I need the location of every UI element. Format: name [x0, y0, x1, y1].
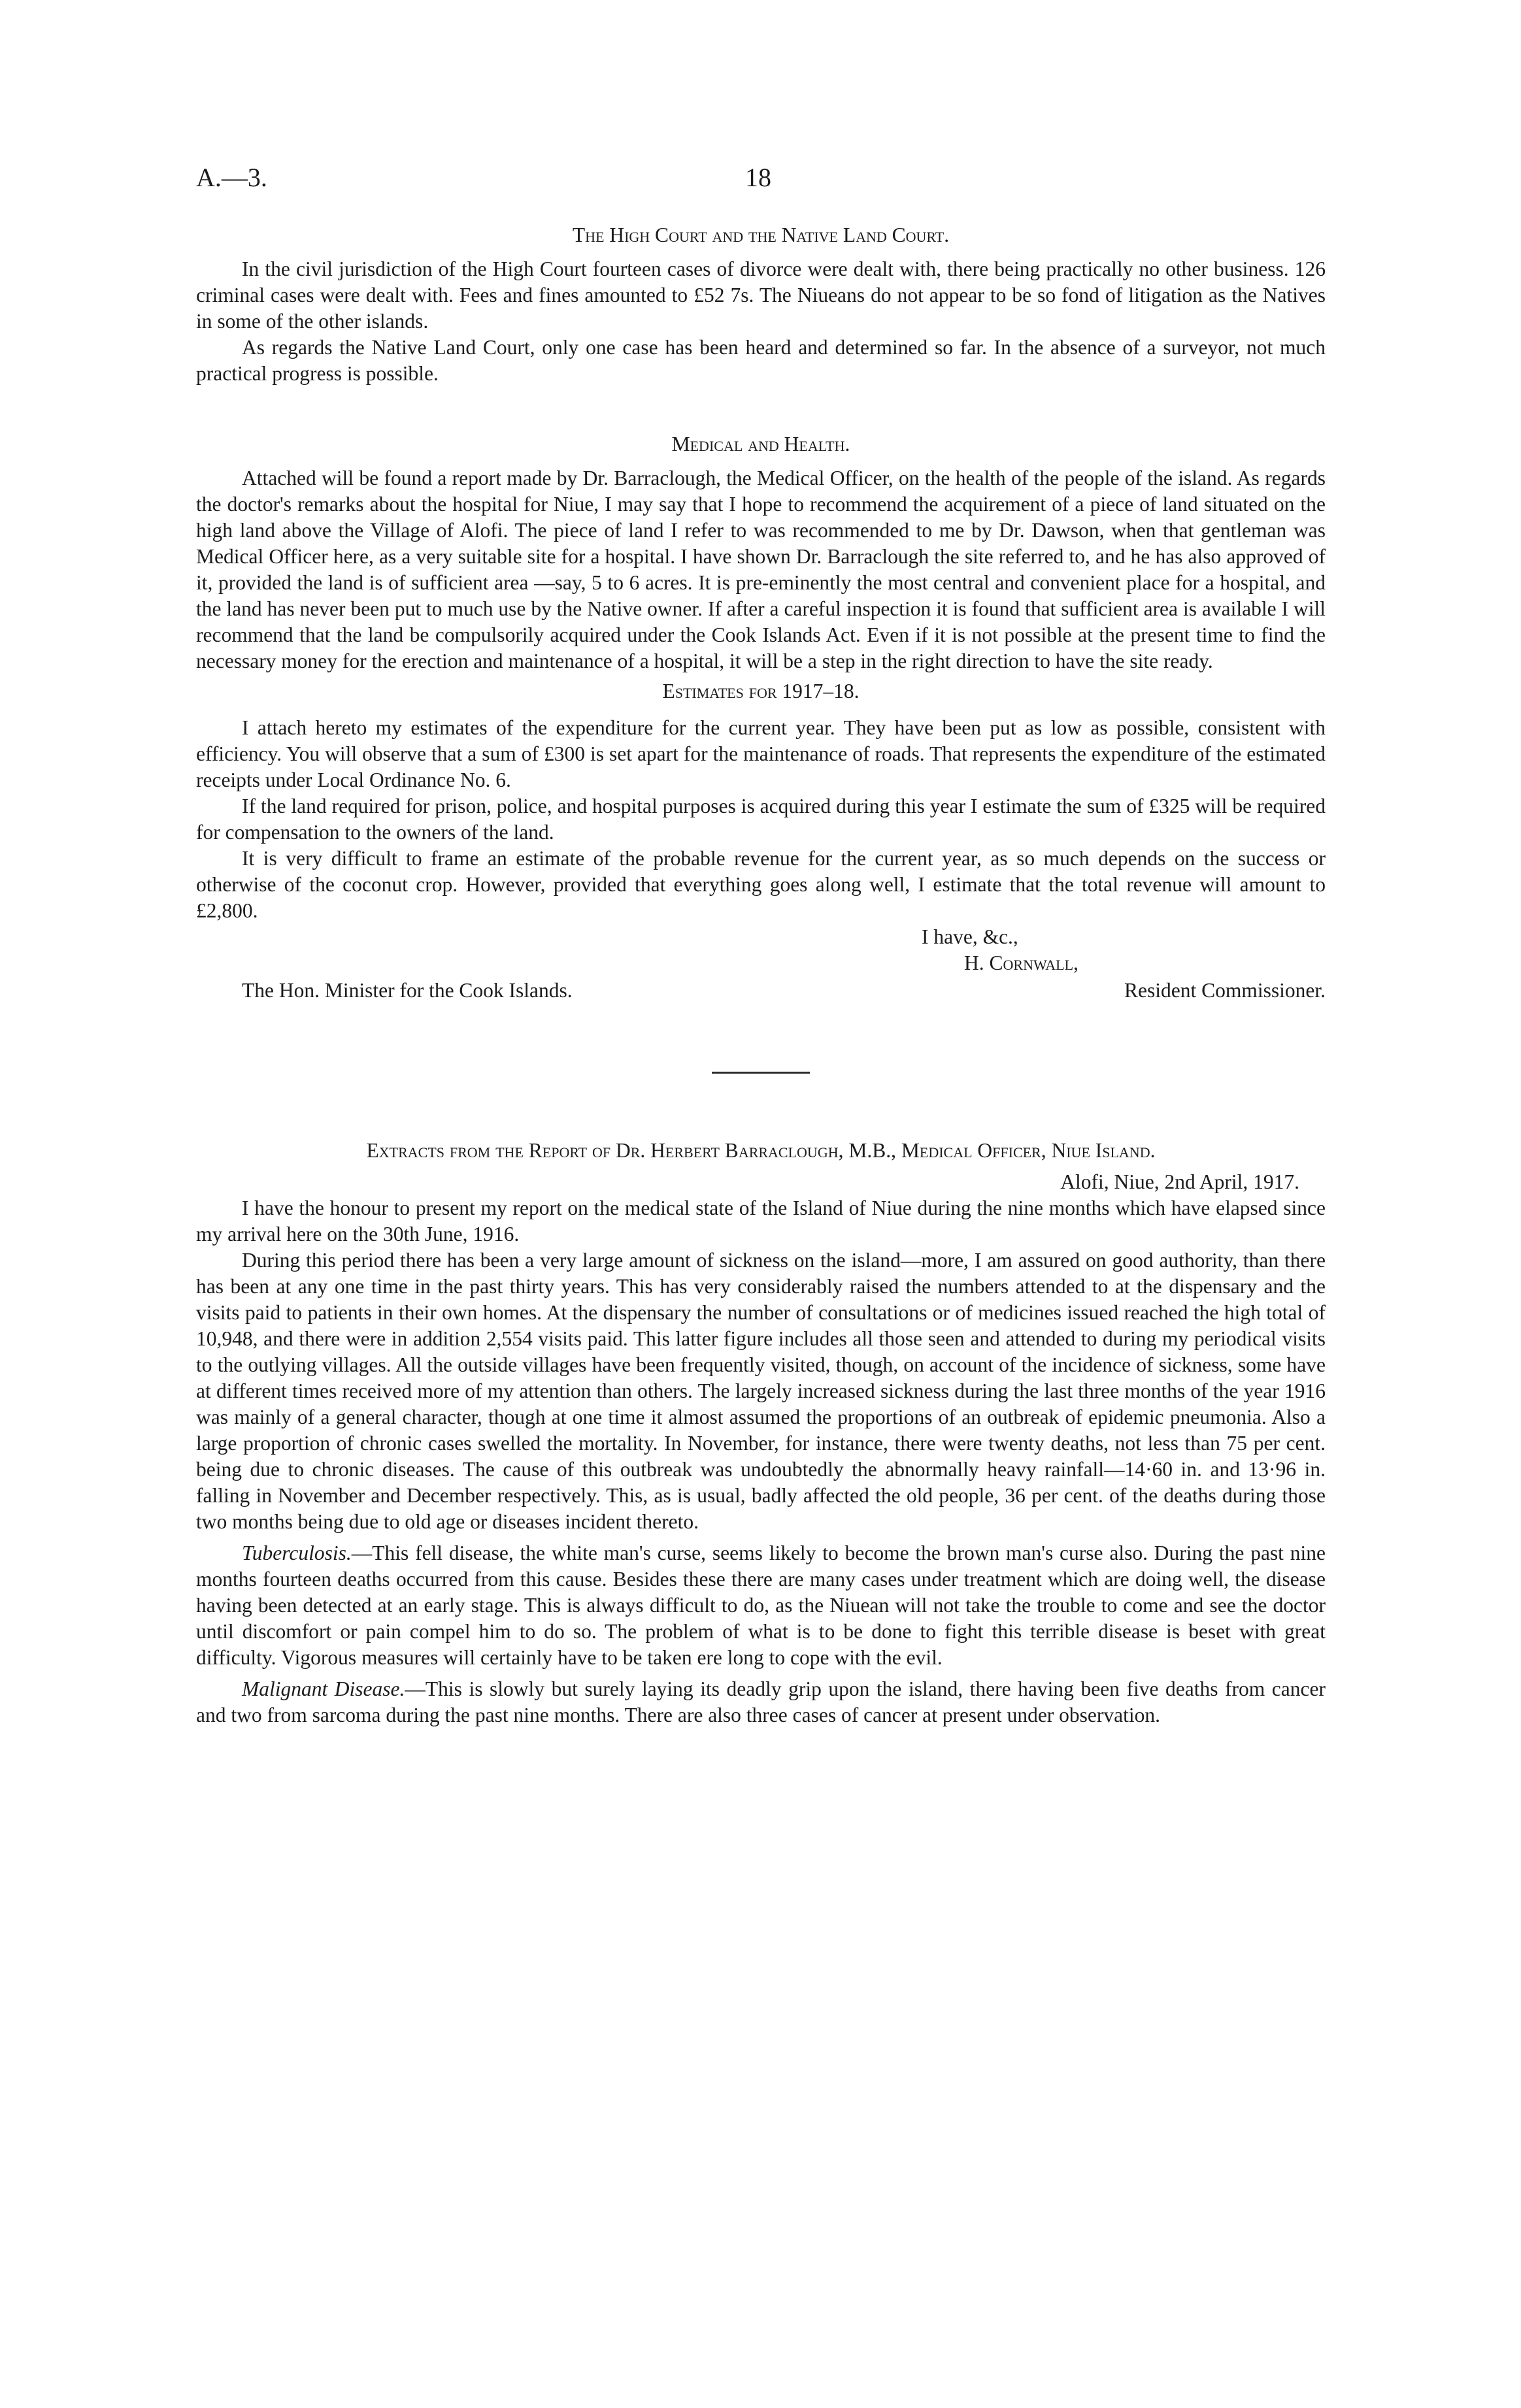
- signature-block: [196, 924, 1326, 1008]
- paragraph-tuberculosis: [196, 1540, 1326, 1671]
- tuberculosis-text: —This fell disease, the white man's curse, seems likely to become the brown man's curse also. During the past nine months fourteen deaths occurred from this cause. Besides these there are many cases under treatment which are doing well, the disease having been detected at an early stage. This is always difficult to do, as the Niuean will not take the trouble to come and see the doctor until discomfort or pain compel him to do so. The problem of what is to be done to fight this terrible disease is beset with great difficulty. Vigorous measures will certainly have to be taken ere long to cope with the evil.: [196, 1542, 1326, 1669]
- running-header: [196, 162, 1325, 201]
- document-body: [196, 222, 1326, 1728]
- malignant-label: Malignant Disease.: [242, 1677, 405, 1700]
- page-number: 18: [745, 163, 771, 192]
- section-heading-medical: Medical and Health.: [671, 433, 850, 455]
- signature-name: H. Cornwall,: [964, 951, 1078, 974]
- tuberculosis-label: Tuberculosis.: [242, 1542, 352, 1564]
- paragraph: If the land required for prison, police, and hospital purposes is acquired during this year I estimate the sum of £325 will be required for compensation to the owners of the land.: [196, 795, 1326, 844]
- signature-greeting: I have, &c.,: [922, 925, 1018, 948]
- paragraph: Attached will be found a report made by Dr. Barraclough, the Medical Officer, on the health of the people of the island. As regards the doctor's remarks about the hospital for Niue, I may say that I hope to recommend the acquirement of a piece of land situated on the high land above the Village of Alofi. The piece of land I refer to was recommended to me by Dr. Dawson, when that gentleman was Medical Officer here, as a very suitable site for a hospital. I have shown Dr. Barraclough the site referred to, and he has also approved of it, provided the land is of sufficient area —say, 5 to 6 acres. It is pre-eminently the most central and convenient place for a hospital, and the land has never been put to much use by the Native owner. If after a careful inspection it is found that sufficient area is available I will recommend that the land be compulsorily acquired under the Cook Islands Act. Even if it is not possible at the present time to find the necessary money for the erection and maintenance of a hospital, it will be a step in the right direction to have the site ready.: [196, 467, 1326, 672]
- paragraph: I have the honour to present my report on the medical state of the Island of Niue during the nine months which have elapsed since my arrival here on the 30th June, 1916.: [196, 1196, 1326, 1245]
- section-heading-estimates: Estimates for 1917–18.: [662, 680, 860, 702]
- section-heading-court: The High Court and the Native Land Court.: [572, 223, 950, 246]
- addressee: The Hon. Minister for the Cook Islands.: [242, 979, 573, 1002]
- extract-title: Extracts from the Report of Dr. Herbert Barraclough, M.B., Medical Officer, Niue Island.: [366, 1139, 1156, 1162]
- paragraph-malignant: [196, 1676, 1326, 1728]
- document-reference: A.—3.: [196, 163, 267, 192]
- paragraph: In the civil jurisdiction of the High Court fourteen cases of divorce were dealt with, there being practically no other business. 126 criminal cases were dealt with. Fees and fines amounted to £52 7s. The Niueans do not appear to be so fond of litigation as the Natives in some of the other islands.: [196, 257, 1326, 333]
- paragraph: As regards the Native Land Court, only one case has been heard and determined so far. In the absence of a surveyor, not much practical progress is possible.: [196, 336, 1326, 385]
- dateline: Alofi, Niue, 2nd April, 1917.: [1060, 1170, 1299, 1193]
- signature-title: Resident Commissioner.: [1124, 979, 1326, 1002]
- malignant-text: —This is slowly but surely laying its deadly grip upon the island, there having been five deaths from cancer and two from sarcoma during the past nine months. There are also three cases of cancer at present under observation.: [196, 1677, 1326, 1726]
- paragraph: It is very difficult to frame an estimate of the probable revenue for the current year, as so much depends on the success or otherwise of the coconut crop. However, provided that everything goes along well, I estimate that the total revenue will amount to £2,800.: [196, 847, 1326, 922]
- paragraph: During this period there has been a very large amount of sickness on the island—more, I am assured on good authority, than there has been at any one time in the past thirty years. This has very considerably raised the numbers attended to at the dispensary and the visits paid to patients in their own homes. At the dispensary the number of consultations or of medicines issued reached the high total of 10,948, and there were in addition 2,554 visits paid. This latter figure includes all those seen and attended to during my periodical visits to the outlying villages. All the outside villages have been frequently visited, though, on account of the incidence of sickness, some have at different times received more of my attention than others. The largely increased sickness during the last three months of the year 1916 was mainly of a general character, though at one time it almost assumed the proportions of an outbreak of epidemic pneumonia. Also a large proportion of chronic cases swelled the mortality. In November, for instance, there were twenty deaths, not less than 75 per cent. being due to chronic diseases. The cause of this outbreak was undoubtedly the abnormally heavy rainfall—14·60 in. and 13·96 in. falling in November and December respectively. This, as is usual, badly affected the old people, 36 per cent. of the deaths during those two months being due to old age or diseases incident thereto.: [196, 1249, 1326, 1533]
- paragraph: I attach hereto my estimates of the expenditure for the current year. They have been put as low as possible, consistent with efficiency. You will observe that a sum of £300 is set apart for the maintenance of roads. That represents the expenditure of the estimated receipts under Local Ordinance No. 6.: [196, 716, 1326, 791]
- section-divider: [712, 1072, 810, 1074]
